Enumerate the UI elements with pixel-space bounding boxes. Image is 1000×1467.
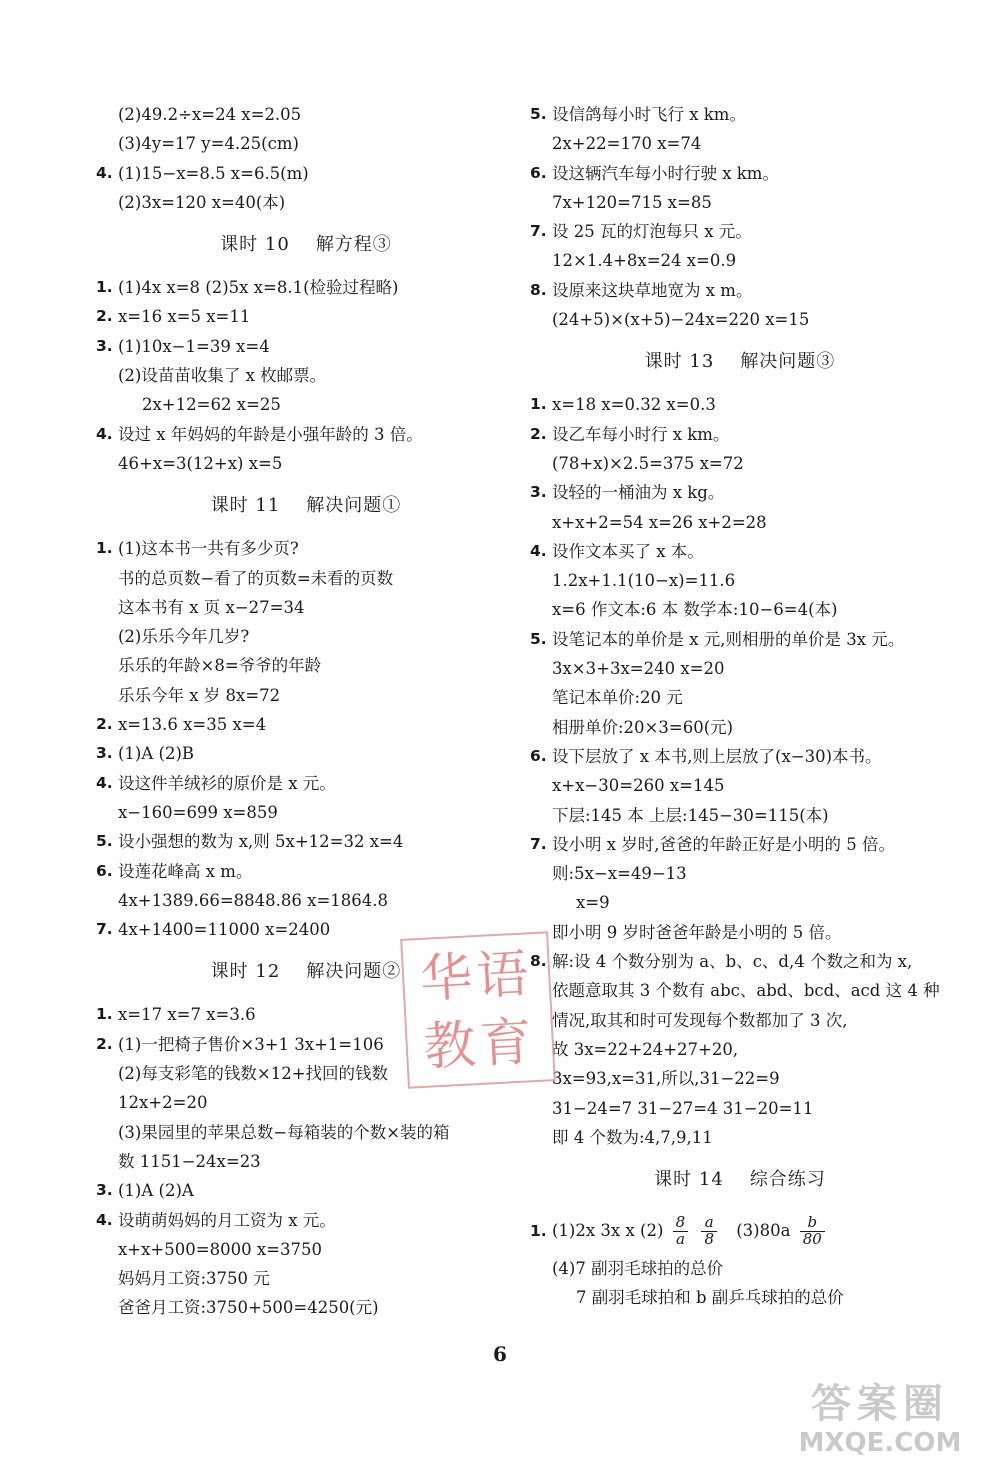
answer-line	[530, 888, 950, 917]
answer-line	[530, 683, 950, 712]
answer-line	[96, 420, 516, 449]
answer-text: (1)这本书一共有多少页?	[118, 539, 299, 559]
answer-line	[96, 1088, 516, 1117]
question-number: 1.	[96, 539, 113, 558]
lesson-title: 解决问题②	[306, 961, 402, 983]
answer-text: 4x+1389.66=8848.86 x=1864.8	[118, 890, 389, 910]
answer-line	[96, 857, 516, 886]
answer-text: 1.2x+1.1(10−x)=11.6	[552, 571, 736, 591]
answer-text: 设过 x 年妈妈的年龄是小强年龄的 3 倍。	[118, 424, 423, 444]
question-number: 5.	[530, 629, 547, 648]
answer-text: (2)乐乐今年几岁?	[118, 627, 250, 647]
answer-text: 乐乐今年 x 岁 8x=72	[118, 685, 281, 705]
answer-line	[530, 859, 950, 888]
answer-line	[530, 100, 950, 129]
answer-text: 情况,取其和时可发现每个数都加了 3 次,	[552, 1010, 848, 1030]
answer-line	[530, 918, 950, 947]
question-number: 3.	[530, 483, 547, 502]
answer-line	[530, 1254, 950, 1283]
answer-line	[96, 1235, 516, 1264]
question-number: 5.	[96, 832, 113, 851]
answer-text: 笔记本单价:20 元	[552, 688, 683, 708]
answer-text: (1)4x x=8 (2)5x x=8.1(检验过程略)	[118, 278, 399, 298]
answer-line	[530, 478, 950, 507]
answer-line	[96, 1118, 516, 1147]
answer-line	[530, 566, 950, 595]
lesson-heading-13	[530, 334, 950, 390]
question-number: 6.	[96, 861, 113, 880]
answer-text: 2x+12=62 x=25	[142, 395, 281, 415]
answer-text: 数 1151−24x=23	[118, 1151, 261, 1171]
answer-text: (4)7 副羽毛球拍的总价	[552, 1259, 724, 1279]
question-number: 8.	[530, 952, 547, 971]
answer-text: (3)果园里的苹果总数−每箱装的个数×装的箱	[118, 1122, 450, 1142]
answer-text: 3x×3+3x=240 x=20	[552, 659, 725, 679]
answer-text: 设这辆汽车每小时行驶 x km。	[552, 163, 779, 183]
answer-line: (2)49.2÷x=24 x=2.05	[118, 105, 302, 124]
answer-text: (24+5)×(x+5)−24x=220 x=15	[552, 310, 810, 330]
answer-text: (2)设苗苗收集了 x 枚邮票。	[118, 366, 327, 386]
question-number: 4.	[96, 163, 113, 182]
question-number: 3.	[96, 1181, 113, 1200]
lesson-10-answers	[96, 273, 516, 478]
answer-text: 12×1.4+8x=24 x=0.9	[552, 251, 737, 271]
answer-line	[530, 1094, 950, 1123]
site-watermark: 答案圈 MXQE.COM	[798, 1381, 962, 1458]
answer-line: 4. (1)15−x=8.5 x=6.5(m)	[96, 159, 516, 188]
answer-line-fractions: 1. (1)2x 3x x (2) $\frac{8}{a}$ $\frac{a}{8}$ (3)80a $\frac{b}{80}$	[530, 1208, 950, 1254]
answer-line	[96, 1293, 516, 1322]
left-column	[96, 100, 516, 1323]
answer-text: (1)一把椅子售价×3+1 3x+1=106	[118, 1034, 384, 1054]
answer-text: (2)每支彩笔的钱数×12+找回的钱数	[118, 1064, 389, 1084]
answer-line: (2)3x=120 x=40(本)	[118, 192, 286, 212]
answer-text: 这本书有 x 页 x−27=34	[118, 597, 305, 617]
answer-text: 乐乐的年龄×8=爷爷的年龄	[118, 656, 322, 676]
lesson-heading-14	[530, 1152, 950, 1208]
answer-line	[530, 713, 950, 742]
answer-line	[530, 1283, 950, 1312]
answer-text: (78+x)×2.5=375 x=72	[552, 453, 744, 473]
answer-line	[530, 217, 950, 246]
answer-line	[530, 537, 950, 566]
answer-text: 31−24=7 31−27=4 31−20=11	[552, 1098, 814, 1118]
answer-line	[96, 798, 516, 827]
answer-line	[530, 390, 950, 419]
lesson-title: 解决问题③	[740, 351, 836, 373]
answer-line	[530, 420, 950, 449]
answer-text: 设莲花峰高 x m。	[118, 861, 253, 881]
answer-line	[96, 1147, 516, 1176]
answer-text: 爸爸月工资:3750+500=4250(元)	[118, 1298, 379, 1318]
question-number: 5.	[530, 105, 547, 123]
answer-text: x+x+2=54 x=26 x+2=28	[552, 512, 767, 532]
lesson-11-answers	[96, 534, 516, 944]
answer-line	[96, 534, 516, 563]
question-number: 4.	[530, 541, 547, 560]
lesson-13-answers	[530, 390, 950, 1152]
answer-line	[530, 947, 950, 976]
answer-line	[96, 1176, 516, 1205]
question-number: 7.	[530, 222, 547, 241]
question-number: 1.	[96, 278, 113, 297]
answer-line	[530, 305, 950, 334]
answer-text: 设笔记本的单价是 x 元,则相册的单价是 3x 元。	[552, 629, 905, 649]
answer-text: 设原来这块草地宽为 x m。	[552, 280, 753, 300]
question-number: 1.	[96, 1005, 113, 1024]
right-column	[530, 100, 950, 1313]
answer-text: 相册单价:20×3=60(元)	[552, 717, 734, 737]
answer-text: 即小明 9 岁时爸爸年龄是小明的 5 倍。	[552, 922, 842, 942]
answer-text: (1)A (2)B	[118, 744, 195, 764]
question-number: 8.	[530, 280, 547, 299]
question-number: 7.	[96, 920, 113, 939]
answer-line	[96, 273, 516, 302]
answer-line	[530, 246, 950, 275]
answer-line	[530, 129, 950, 158]
answer-line	[96, 886, 516, 915]
question-number: 2.	[96, 307, 113, 326]
answer-line	[96, 739, 516, 768]
answer-line	[96, 564, 516, 593]
question-number: 1.	[530, 1222, 547, 1241]
answer-text: 书的总页数−看了的页数=未看的页数	[118, 568, 394, 588]
answer-line	[530, 742, 950, 771]
answer-text: 妈妈月工资:3750 元	[118, 1269, 270, 1289]
answer-text: (1)A (2)A	[118, 1181, 194, 1201]
answer-line	[530, 1123, 950, 1152]
answer-text: x=17 x=7 x=3.6	[118, 1005, 256, 1025]
answer-line	[530, 159, 950, 188]
question-number: 4.	[96, 1210, 113, 1229]
answer-line	[530, 625, 950, 654]
question-number: 3.	[96, 744, 113, 763]
answer-line	[530, 1006, 950, 1035]
answer-text: 设轻的一桶油为 x kg。	[552, 483, 725, 503]
answer-line	[530, 1064, 950, 1093]
lesson-label: 课时 10	[220, 234, 290, 256]
fraction: $\frac{a}{8}$	[701, 1215, 717, 1248]
answer-line	[96, 593, 516, 622]
question-number: 4.	[96, 773, 113, 792]
question-number: 7.	[530, 834, 547, 853]
answer-line	[530, 276, 950, 305]
answer-text: x=16 x=5 x=11	[118, 307, 251, 327]
question-number: 2.	[530, 424, 547, 443]
lesson-title: 解方程③	[315, 234, 392, 256]
answer-text: 2x+22=170 x=74	[552, 134, 702, 154]
answer-text: 则:5x−x=49−13	[552, 864, 687, 884]
answer-text: 12x+2=20	[118, 1093, 208, 1113]
answer-text: x+x+500=8000 x=3750	[118, 1239, 322, 1259]
answer-text: 设作文本买了 x 本。	[552, 541, 704, 561]
answer-text: 解:设 4 个数分别为 a、b、c、d,4 个数之和为 x,	[552, 952, 913, 972]
answer-line	[96, 681, 516, 710]
answer-text: x−160=699 x=859	[118, 802, 278, 822]
answer-text: 7 副羽毛球拍和 b 副乒乓球拍的总价	[576, 1288, 844, 1308]
lesson-12-continued-answers	[530, 100, 950, 334]
answer-text: 即 4 个数为:4,7,9,11	[552, 1127, 713, 1147]
answer-text: x=9	[576, 893, 610, 913]
answer-text: x=18 x=0.32 x=0.3	[552, 395, 716, 415]
question-number: 6.	[530, 746, 547, 765]
answer-text: 依题意取其 3 个数有 abc、abd、bcd、acd 这 4 种	[552, 981, 940, 1001]
answer-text: 设这件羊绒衫的原价是 x 元。	[118, 773, 336, 793]
question-number: 1.	[530, 395, 547, 414]
answer-line	[530, 830, 950, 859]
answer-line	[96, 622, 516, 651]
answer-text: x=13.6 x=35 x=4	[118, 715, 267, 735]
answer-line	[530, 188, 950, 217]
answer-text: 故 3x=22+24+27+20,	[552, 1039, 739, 1059]
lesson-label: 课时 14	[654, 1169, 724, 1191]
answer-line	[530, 976, 950, 1005]
answer-line	[96, 449, 516, 478]
answer-text: x=6 作文本:6 本 数学本:10−6=4(本)	[552, 600, 838, 620]
answer-line	[530, 771, 950, 800]
answer-line	[530, 595, 950, 624]
lesson-title: 综合练习	[749, 1169, 826, 1191]
answer-line	[96, 769, 516, 798]
answer-line	[530, 449, 950, 478]
answer-line	[96, 1264, 516, 1293]
answer-text: 设乙车每小时行 x km。	[552, 424, 730, 444]
answer-line	[96, 332, 516, 361]
question-number: 6.	[530, 163, 547, 182]
answer-line: (3)4y=17 y=4.25(cm)	[118, 134, 299, 154]
lesson-heading-10	[96, 217, 516, 273]
fraction: $\frac{b}{80}$	[800, 1215, 825, 1248]
answer-line	[530, 1035, 950, 1064]
question-number: 4.	[96, 424, 113, 443]
fraction: $\frac{8}{a}$	[673, 1215, 689, 1248]
lesson-14-answers	[530, 1254, 950, 1313]
answer-text: 4x+1400=11000 x=2400	[118, 920, 331, 940]
answer-line	[96, 651, 516, 680]
question-number: 2.	[96, 1034, 113, 1053]
answer-text: 3x=93,x=31,所以,31−22=9	[552, 1069, 780, 1089]
answer-line	[96, 710, 516, 739]
answer-line	[530, 654, 950, 683]
answer-text: 设信鸽每小时飞行 x km。	[552, 105, 746, 124]
answer-text: 46+x=3(12+x) x=5	[118, 453, 283, 473]
lesson-label: 课时 11	[210, 495, 281, 517]
answer-line	[96, 1206, 516, 1235]
answer-line	[96, 390, 516, 419]
publisher-stamp: 华语 教育	[400, 931, 556, 1089]
page-number: 6	[493, 1342, 507, 1366]
answer-text: 下层:145 本 上层:145−30=115(本)	[552, 805, 829, 825]
answer-line	[96, 361, 516, 390]
answer-text: x+x−30=260 x=145	[552, 776, 725, 796]
question-number: 3.	[96, 336, 113, 355]
answer-text: 设下层放了 x 本书,则上层放了(x−30)本书。	[552, 746, 882, 766]
lesson-label: 课时 13	[644, 351, 715, 373]
lesson-title: 解决问题①	[306, 495, 402, 517]
answer-text: (1)10x−1=39 x=4	[118, 336, 270, 356]
question-number: 2.	[96, 715, 113, 734]
lesson-heading-11	[96, 478, 516, 534]
answer-text: 设小强想的数为 x,则 5x+12=32 x=4	[118, 832, 404, 852]
answer-text: 设萌萌妈妈的月工资为 x 元。	[118, 1210, 336, 1230]
lesson-label: 课时 12	[210, 961, 281, 983]
answer-text: 设 25 瓦的灯泡每只 x 元。	[552, 222, 752, 242]
answer-line	[96, 827, 516, 856]
answer-line	[530, 801, 950, 830]
answer-text: 7x+120=715 x=85	[552, 192, 712, 212]
answer-line	[96, 302, 516, 331]
answer-line	[530, 508, 950, 537]
answer-text: 设小明 x 岁时,爸爸的年龄正好是小明的 5 倍。	[552, 834, 896, 854]
